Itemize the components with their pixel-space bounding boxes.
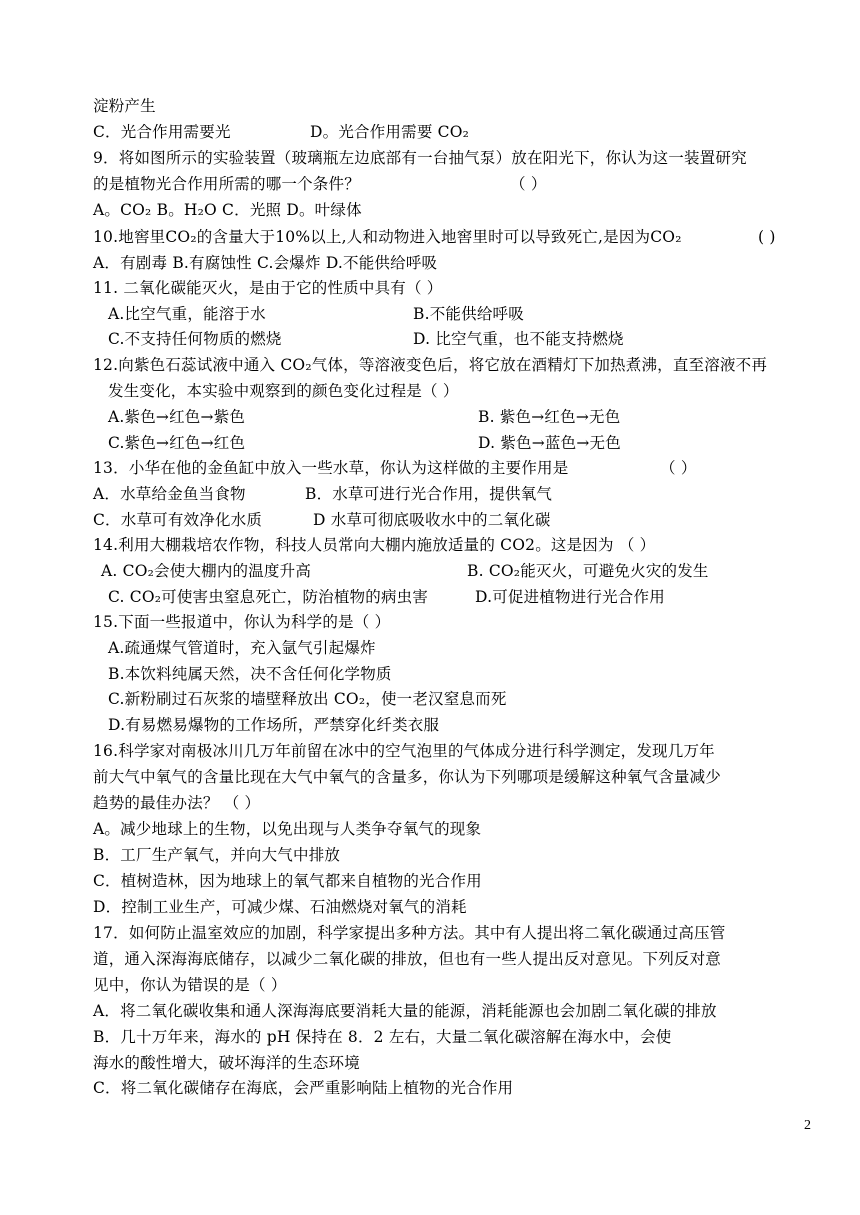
option-a: A.比空气重，能溶于水: [108, 305, 266, 323]
option-d: D.有易燃易爆物的工作场所，严禁穿化纤类衣服: [108, 716, 440, 734]
option-d: D．控制工业生产，可减少煤、石油燃烧对氧气的消耗: [93, 898, 467, 916]
option-a: A.紫色→红色→紫色: [108, 408, 246, 426]
text-line: 淀粉产生: [93, 97, 156, 115]
answer-blank: （ ）: [510, 175, 547, 193]
option-d: D。光合作用需要 CO₂: [310, 123, 470, 141]
option-c: C.不支持任何物质的燃烧: [108, 330, 282, 348]
option-b: B.不能供给呼吸: [413, 305, 524, 323]
question-12-line-1: 12.向紫色石蕊试液中通入 CO₂气体，等溶液变色后，将它放在酒精灯下加热煮沸，直至溶液不再: [93, 356, 768, 374]
option-b: B．工厂生产氧气，并向大气中排放: [93, 846, 341, 864]
question-14: 14.利用大棚栽培农作物，科技人员常向大棚内施放适量的 CO2。这是因为 （ ）: [93, 536, 656, 554]
option-b: B.本饮料纯属天然，决不含任何化学物质: [108, 665, 392, 683]
option-c: C．光合作用需要光: [93, 123, 231, 141]
option-d: D. 紫色→蓝色→无色: [478, 434, 621, 452]
option-a: A. CO₂会使大棚内的温度升高: [101, 562, 312, 580]
option-c: C．植树造林，因为地球上的氧气都来自植物的光合作用: [93, 872, 482, 890]
option-a: A．水草给金鱼当食物: [93, 485, 246, 503]
question-13: 13．小华在他的金鱼缸中放入一些水草，你认为这样做的主要作用是: [93, 459, 569, 477]
option-a: A。减少地球上的生物，以免出现与人类争夺氧气的现象: [93, 820, 482, 838]
question-9-line-1: 9．将如图所示的实验装置（玻璃瓶左边底部有一台抽气泵）放在阳光下，你认为这一装置研究: [93, 149, 747, 167]
question-10: 10.地窖里CO₂的含量大于10%以上,人和动物进入地窖里时可以导致死亡,是因为CO₂: [93, 228, 682, 246]
question-9-line-2: 的是植物光合作用所需的哪一个条件？: [93, 175, 360, 193]
option-c: C．将二氧化碳储存在海底，会严重影响陆上植物的光合作用: [93, 1079, 514, 1097]
question-15: 15.下面一些报道中，你认为科学的是（ ）: [93, 613, 391, 631]
option-b-continued: 海水的酸性增大，破坏海洋的生态环境: [93, 1054, 360, 1072]
option-b: B．水草可进行光合作用，提供氧气: [305, 485, 553, 503]
question-16-line-1: 16.科学家对南极冰川几万年前留在冰中的空气泡里的气体成分进行科学测定，发现几万年: [93, 742, 715, 760]
option-b: B. 紫色→红色→无色: [478, 408, 621, 426]
question-11: 11. 二氧化碳能灭火，是由于它的性质中具有（ ）: [93, 279, 443, 297]
option-a: A.疏通煤气管道时，充入氩气引起爆炸: [108, 639, 376, 657]
question-17-line-1: 17．如何防止温室效应的加剧，科学家提出多种方法。其中有人提出将二氧化碳通过高压管: [93, 924, 726, 942]
question-16-line-2: 前大气中氧气的含量比现在大气中氧气的含量多，你认为下列哪项是缓解这种氧气含量减少: [93, 768, 722, 786]
option-d: D 水草可彻底吸收水中的二氧化碳: [313, 511, 551, 529]
question-17-line-2: 道，通入深海海底储存，以减少二氧化碳的排放，但也有一些人提出反对意见。下列反对意: [93, 950, 722, 968]
answer-blank: （ ）: [660, 459, 697, 477]
option-c: C. CO₂可使害虫窒息死亡，防治植物的病虫害: [108, 588, 429, 606]
option-c: C.紫色→红色→红色: [108, 434, 246, 452]
page-number: 2: [804, 1118, 811, 1133]
option-c: C．水草可有效净化水质: [93, 511, 263, 529]
question-12-line-2: 发生变化，本实验中观察到的颜色变化过程是（ ）: [108, 382, 459, 400]
option-b: B. CO₂能灭火，可避免火灾的发生: [467, 562, 709, 580]
question-10-options: A．有剧毒 B.有腐蚀性 C.会爆炸 D.不能供给呼吸: [93, 254, 438, 272]
question-17-line-3: 见中，你认为错误的是（ ）: [93, 976, 287, 994]
option-a: A．将二氧化碳收集和通人深海海底要消耗大量的能源，消耗能源也会加剧二氧化碳的排放: [93, 1002, 717, 1020]
option-c: C.新粉刷过石灰浆的墙壁释放出 CO₂，使一老汉窒息而死: [108, 690, 507, 708]
question-9-options: A。CO₂ B。H₂O C．光照 D。叶绿体: [93, 201, 362, 219]
option-d: D. 比空气重，也不能支持燃烧: [413, 330, 624, 348]
option-b: B．几十万年来，海水的 pH 保持在 8．2 左右，大量二氧化碳溶解在海水中，会使: [93, 1028, 672, 1046]
answer-blank: ( ): [758, 228, 776, 246]
option-d: D.可促进植物进行光合作用: [475, 588, 665, 606]
question-16-line-3: 趋势的最佳办法？ （ ）: [93, 794, 261, 812]
